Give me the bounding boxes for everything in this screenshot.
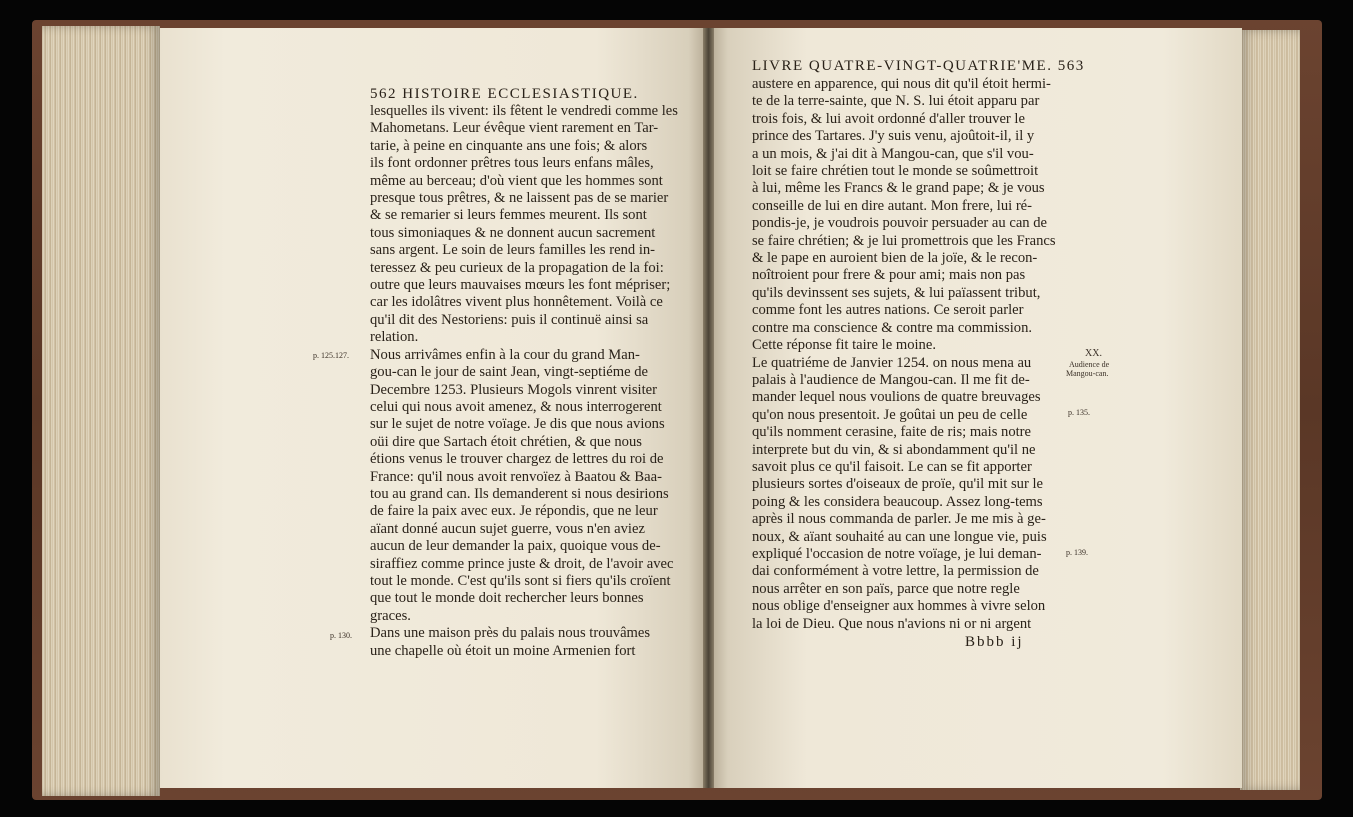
text-line: teressez & peu curieux de la propagation de la foi: xyxy=(370,259,664,276)
text-line: ils font ordonner prêtres tous leurs enfans mâles, xyxy=(370,155,654,172)
left-page-text xyxy=(370,103,678,660)
text-line: austere en apparence, qui nous dit qu'il étoit hermi- xyxy=(752,76,1051,92)
text-line: qu'ils devinssent ses sujets, & lui païassent tribut, xyxy=(752,284,1041,301)
text-line: poing & les considera beaucoup. Assez long-tems xyxy=(752,493,1043,510)
text-line: prince des Tartares. J'y suis venu, ajoûtoit-il, il y xyxy=(752,128,1035,145)
text-line: siraffiez comme prince juste & droit, de l'avoir avec xyxy=(370,555,674,572)
margin-note-section-title: Audience de xyxy=(1069,360,1110,369)
text-line: étions venus le trouver chargez de lettres du roi de xyxy=(370,451,664,468)
text-line: aïant donné aucun sujet guerre, vous n'en aviez xyxy=(370,520,645,537)
left-page-edges xyxy=(42,26,160,796)
text-line: nous oblige d'enseigner aux hommes à vivre selon xyxy=(752,598,1046,615)
margin-note-page-ref: p. 130. xyxy=(330,631,352,640)
text-line: après il nous commanda de parler. Je me mis à ge- xyxy=(752,511,1046,528)
text-line: qu'on nous presentoit. Je goûtai un peu de celle xyxy=(752,406,1028,423)
left-running-head: 562 HISTOIRE ECCLESIASTIQUE. xyxy=(370,86,639,102)
book-gutter xyxy=(703,28,714,788)
text-line: trois fois, & lui avoit ordonné d'aller trouver le xyxy=(752,110,1025,127)
text-line: tarie, à peine en cinquante ans une fois; & alors xyxy=(370,137,648,154)
text-line: outre que leurs mauvaises mœurs les font mépriser; xyxy=(370,277,671,294)
text-line: qu'il dit des Nestoriens: puis il continuë ainsi sa xyxy=(370,311,649,328)
text-line: même au berceau; d'où vient que les hommes sont xyxy=(370,172,663,189)
text-line: Dans une maison près du palais nous trouvâmes xyxy=(370,625,651,642)
right-page-edges xyxy=(1240,30,1300,790)
text-line: de faire la paix avec eux. Je répondis, que ne leur xyxy=(370,503,658,520)
text-line: Mahometans. Leur évêque vient rarement en Tar- xyxy=(370,120,659,137)
signature-mark: Bbbb ij xyxy=(965,634,1024,650)
text-line: pondis-je, je voudrois pouvoir persuader au can de xyxy=(752,215,1048,232)
margin-note-page-ref: p. 139. xyxy=(1066,548,1088,557)
text-line: gou-can le jour de saint Jean, vingt-septiéme de xyxy=(370,364,649,381)
text-line: sans argent. Le soin de leurs familles les rend in- xyxy=(370,242,656,259)
text-line: noîtroient pour frere & pour ami; mais non pas xyxy=(752,267,1026,284)
text-line: plusieurs sortes d'oiseaux de proïe, qu'il mit sur le xyxy=(752,476,1044,493)
text-line: comme font les autres nations. Ce seroit parler xyxy=(752,302,1024,319)
text-line: qu'ils nomment cerasine, faite de ris; mais notre xyxy=(752,424,1032,441)
text-line: a un mois, & j'ai dit à Mangou-can, que s'il vou- xyxy=(752,145,1034,162)
text-line: expliqué l'occasion de notre voïage, je lui deman- xyxy=(752,545,1042,562)
text-line: tout le monde. C'est qu'ils sont si fiers qu'ils croïent xyxy=(370,572,671,589)
text-line: Nous arrivâmes enfin à la cour du grand Man- xyxy=(370,346,640,363)
text-line: & se remarier si leurs femmes meurent. Ils sont xyxy=(370,207,647,224)
text-line: graces. xyxy=(370,607,411,624)
text-line: noux, & aïant souhaité au can une longue vie, puis xyxy=(752,528,1047,545)
margin-note-section-title: Mangou-can. xyxy=(1066,369,1109,378)
text-line: tous simoniaques & ne donnent aucun sacrement xyxy=(370,224,656,241)
text-line: aucun de leur demander la paix, quoique vous de- xyxy=(370,538,661,555)
text-line: nous arrêter en son païs, parce que notre regle xyxy=(752,580,1020,597)
text-line: sur le sujet de notre voïage. Je dis que nous avions xyxy=(370,416,665,433)
margin-note-page-ref: p. 135. xyxy=(1068,408,1090,417)
text-line: tou au grand can. Ils demanderent si nous desirions xyxy=(370,485,669,502)
text-line: savoit plus ce qu'il faisoit. Le can se fit apporter xyxy=(752,458,1032,475)
right-running-head: LIVRE QUATRE-VINGT-QUATRIE'ME. 563 xyxy=(752,58,1085,74)
text-line: te de la terre-sainte, que N. S. lui étoit apparu par xyxy=(752,93,1040,110)
text-line: mander lequel nous voulions de quatre breuvages xyxy=(752,389,1041,406)
text-line: contre ma conscience & contre ma commission. xyxy=(752,319,1033,336)
margin-note-page-ref: p. 125.127. xyxy=(313,351,349,360)
text-line: relation. xyxy=(370,329,419,346)
text-line: France: qu'il nous avoit renvoïez à Baatou & Baa- xyxy=(370,468,662,485)
text-line: conseille de lui en dire autant. Mon frere, lui ré- xyxy=(752,197,1033,214)
text-line: celui qui nous avoit amenez, & nous interrogerent xyxy=(370,398,662,415)
text-line: que tout le monde doit rechercher leurs bonnes xyxy=(370,590,644,607)
text-line: oüi dire que Sartach étoit chrétien, & que nous xyxy=(370,433,642,450)
text-line: & le pape en auroient bien de la joïe, & le recon- xyxy=(752,250,1038,267)
text-line: loit se faire chrétien tout le monde se soûmettroit xyxy=(752,163,1039,180)
text-line: lesquelles ils vivent: ils fêtent le vendredi comme les xyxy=(370,103,678,119)
text-line: la loi de Dieu. Que nous n'avions ni or ni argent xyxy=(752,615,1032,632)
text-line: Le quatriéme de Janvier 1254. on nous mena au xyxy=(752,354,1032,371)
text-line: presque tous prêtres, & ne laissent pas de se marier xyxy=(370,190,669,207)
margin-note-section-number: XX. xyxy=(1085,348,1102,359)
text-line: à lui, même les Francs & le grand pape; & je vous xyxy=(752,180,1045,197)
text-line: car les idolâtres vivent plus honnêtement. Voilà ce xyxy=(370,294,663,311)
text-line: se faire chrétien; & je lui promettrois que les Francs xyxy=(752,232,1056,249)
text-line: une chapelle où étoit un moine Armenien fort xyxy=(370,642,636,659)
text-line: palais à l'audience de Mangou-can. Il me fit de- xyxy=(752,371,1030,388)
text-line: Decembre 1253. Plusieurs Mogols vinrent visiter xyxy=(370,381,657,398)
text-line: interprete but du vin, & si abondamment qu'il ne xyxy=(752,441,1036,458)
text-line: Cette réponse fit taire le moine. xyxy=(752,337,936,354)
right-page-text xyxy=(752,76,1058,633)
text-line: dai conformément à votre lettre, la permission de xyxy=(752,563,1039,580)
